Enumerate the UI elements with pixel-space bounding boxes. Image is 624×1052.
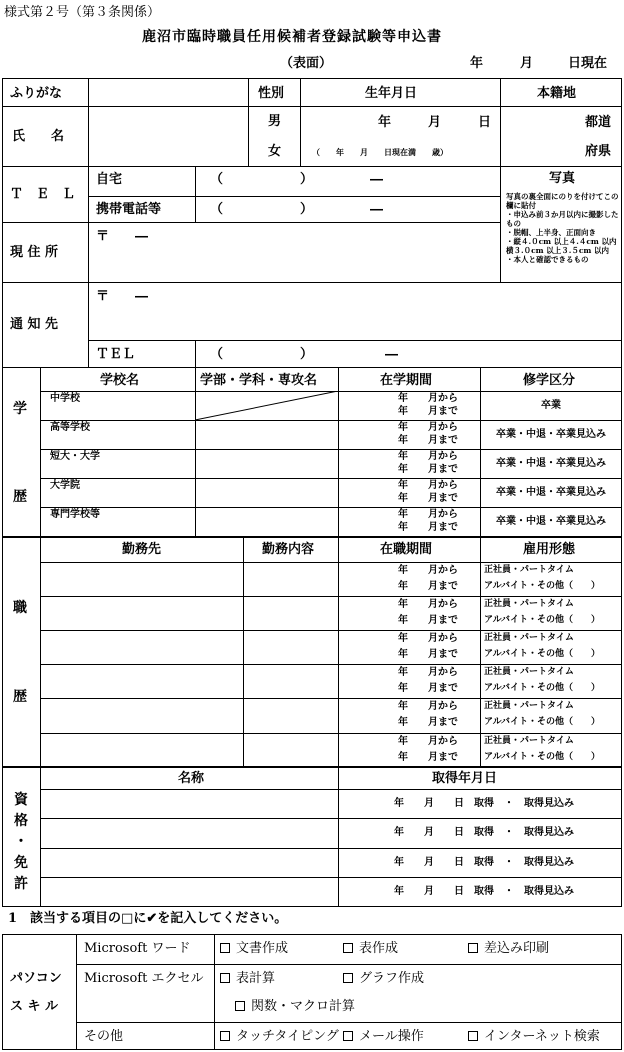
career-employment-line2[interactable]: アルバイト・その他（ ） — [484, 649, 601, 660]
birth-day: 日 — [478, 115, 492, 130]
career-label-2: 歴 — [13, 689, 27, 705]
qual-header-date: 取得年月日 — [432, 771, 498, 786]
photo-note: ・脱帽、上半身、正面向き — [506, 228, 596, 237]
photo-note: ・縦４.０cm 以上４.４cm 以内 横３.０cm 以上３.５cm 以内 — [506, 237, 617, 255]
career-period-from: 年 月から — [398, 735, 458, 747]
edu-header-school: 学校名 — [100, 373, 140, 388]
edu-period-to: 年 月まで — [398, 522, 458, 533]
qual-header-name: 名称 — [178, 771, 205, 786]
excel-item-label: グラフ作成 — [359, 971, 425, 986]
word-item[interactable] — [220, 942, 288, 955]
home-paren-open: （ — [210, 172, 224, 187]
career-employment-line2[interactable]: アルバイト・その他（ ） — [484, 683, 601, 694]
career-period-to: 年 月まで — [398, 751, 458, 763]
career-employment-line2[interactable]: アルバイト・その他（ ） — [484, 581, 601, 591]
gender-male[interactable]: 男 — [268, 114, 282, 129]
career-employment-line1[interactable]: 正社員・パートタイム — [484, 633, 574, 644]
career-row-divider — [40, 664, 622, 665]
qual-label-char: ・ — [14, 834, 28, 850]
edu-status-options[interactable]: 卒業 — [541, 400, 561, 411]
birth-year: 年 — [378, 115, 392, 130]
qual-label-char: 格 — [14, 813, 28, 829]
age-note: （ 年 月 日現在満 歳） — [312, 147, 448, 157]
career-employment-line1[interactable]: 正社員・パートタイム — [484, 735, 574, 746]
career-period-from: 年 月から — [398, 667, 458, 679]
form-number: 様式第２号（第３条関係） — [4, 5, 161, 20]
word-item-label: 差込み印刷 — [484, 941, 550, 956]
edu-period-from: 年 月から — [398, 451, 458, 462]
address-label: 現 住 所 — [10, 245, 59, 260]
word-item[interactable] — [468, 942, 549, 955]
mobile-label: 携帯電話等 — [96, 202, 162, 217]
edu-school-name: 短大・大学 — [50, 451, 100, 462]
other-item-label: インターネット検索 — [484, 1029, 600, 1044]
qual-date-status[interactable]: 年 月 日 取得 ・ 取得見込み — [394, 827, 574, 838]
excel-item[interactable] — [220, 972, 275, 985]
edu-school-name: 専門学校等 — [50, 509, 100, 520]
career-period-from: 年 月から — [398, 599, 458, 611]
skills-instruction: 1 該当する項目の□に✔を記入してください。 — [8, 911, 288, 926]
word-item-label: 文書作成 — [236, 941, 289, 956]
date-as-of: 日現在 — [568, 56, 608, 71]
photo-notes — [506, 192, 620, 264]
other-item[interactable] — [220, 1030, 339, 1043]
name-label: 氏 名 — [12, 129, 65, 144]
edu-period-to: 年 月まで — [398, 435, 458, 446]
career-period-from: 年 月から — [398, 701, 458, 713]
date-month: 月 — [520, 56, 534, 71]
photo-note: 写真の裏全面にのりを付けてこの欄に貼付 — [506, 192, 619, 210]
edu-status-options[interactable]: 卒業・中退・卒業見込み — [496, 487, 606, 498]
checkbox-icon[interactable] — [220, 973, 230, 983]
home-label: 自宅 — [96, 172, 123, 187]
career-period-from: 年 月から — [398, 565, 458, 576]
domicile-label: 本籍地 — [537, 86, 577, 101]
furigana-label: ふりがな — [10, 86, 63, 101]
career-row-divider — [40, 733, 622, 734]
date-year: 年 — [470, 56, 484, 71]
qual-date-status[interactable]: 年 月 日 取得 ・ 取得見込み — [394, 798, 574, 809]
edu-period-to: 年 月まで — [398, 493, 458, 504]
mobile-dash: ― — [370, 202, 383, 217]
edu-status-options[interactable]: 卒業・中退・卒業見込み — [496, 516, 606, 527]
mobile-paren-open: （ — [210, 202, 224, 217]
edu-status-options[interactable]: 卒業・中退・卒業見込み — [496, 429, 606, 440]
career-period-to: 年 月まで — [398, 581, 458, 592]
checkbox-icon[interactable] — [343, 943, 353, 953]
qual-date-status[interactable]: 年 月 日 取得 ・ 取得見込み — [394, 857, 574, 868]
edu-header-status: 修学区分 — [523, 373, 576, 388]
word-label: Microsoft ワード — [84, 941, 191, 956]
gender-female[interactable]: 女 — [268, 144, 282, 159]
excel-item[interactable] — [343, 972, 424, 985]
career-row-divider — [40, 630, 622, 631]
education-label-1: 学 — [13, 401, 27, 417]
career-employment-line2[interactable]: アルバイト・その他（ ） — [484, 717, 601, 728]
career-header-employment: 雇用形態 — [523, 542, 576, 557]
skills-label-1: パソコン — [10, 971, 62, 986]
gender-label: 性別 — [258, 86, 285, 101]
career-row-divider — [40, 698, 622, 699]
qual-label-char: 許 — [14, 876, 28, 892]
education-label-2: 歴 — [13, 489, 27, 505]
notify-label: 通 知 先 — [10, 317, 59, 332]
edu-period-from: 年 月から — [398, 509, 458, 520]
notify-paren-close: ） — [300, 347, 314, 362]
other-item-label: タッチタイピング — [236, 1029, 339, 1044]
qual-label-char: 免 — [14, 855, 28, 871]
qual-label-char: 資 — [14, 792, 28, 808]
career-period-to: 年 月まで — [398, 615, 458, 627]
checkbox-icon[interactable] — [343, 973, 353, 983]
photo-note: ・申込み前３か月以内に撮影したもの — [506, 210, 619, 228]
edu-period-from: 年 月から — [398, 480, 458, 491]
side-label: （表面） — [280, 56, 333, 71]
excel-item[interactable] — [235, 1000, 355, 1013]
other-item-label: メール操作 — [359, 1029, 424, 1044]
career-employment-line1[interactable]: 正社員・パートタイム — [484, 701, 574, 712]
other-item[interactable] — [343, 1030, 424, 1043]
checkbox-icon[interactable] — [220, 943, 230, 953]
address-postal[interactable]: 〒 ― — [96, 229, 149, 244]
career-employment-line1[interactable]: 正社員・パートタイム — [484, 599, 574, 610]
career-period-to: 年 月まで — [398, 683, 458, 695]
edu-period-from: 年 月から — [398, 393, 458, 404]
form-title: 鹿沼市臨時職員任用候補者登録試験等申込書 — [142, 29, 442, 45]
excel-item-label: 表計算 — [236, 971, 276, 986]
career-period-from: 年 月から — [398, 633, 458, 645]
career-row-divider — [40, 596, 622, 597]
career-header-period: 在職期間 — [380, 542, 433, 557]
checkbox-icon[interactable] — [468, 943, 478, 953]
career-employment-line2[interactable]: アルバイト・その他（ ） — [484, 615, 601, 626]
checkbox-icon[interactable] — [468, 1031, 478, 1041]
pref-fu-ken: 府県 — [585, 144, 612, 159]
home-dash: ― — [370, 172, 383, 187]
edu-school-name: 中学校 — [50, 393, 80, 404]
photo-title: 写真 — [549, 171, 576, 186]
mobile-paren-close: ） — [300, 202, 314, 217]
career-employment-line1[interactable]: 正社員・パートタイム — [484, 667, 574, 678]
edu-school-name: 大学院 — [50, 480, 80, 491]
career-employment-line1[interactable]: 正社員・パートタイム — [484, 565, 574, 575]
edu-header-dept: 学部・学科・専攻名 — [200, 373, 318, 388]
qualification-label — [2, 790, 40, 895]
skills-label-2: ス キ ル — [10, 999, 59, 1014]
edu-header-period: 在学期間 — [380, 373, 433, 388]
career-header-duties: 勤務内容 — [262, 542, 315, 557]
junior-high-dept-slash — [195, 391, 338, 420]
notify-paren-open: （ — [210, 347, 224, 362]
checkbox-icon[interactable] — [343, 1031, 353, 1041]
birth-month: 月 — [428, 115, 442, 130]
edu-school-name: 高等学校 — [50, 422, 90, 433]
word-item[interactable] — [343, 942, 398, 955]
excel-item-label: 関数・マクロ計算 — [251, 999, 356, 1014]
checkbox-icon[interactable] — [220, 1031, 230, 1041]
qual-date-status[interactable]: 年 月 日 取得 ・ 取得見込み — [394, 886, 574, 897]
career-period-to: 年 月まで — [398, 717, 458, 729]
notify-postal[interactable]: 〒 ― — [96, 289, 149, 304]
excel-label: Microsoft エクセル — [84, 971, 204, 986]
tel-label: Ｔ Ｅ Ｌ — [10, 187, 76, 202]
checkbox-icon[interactable] — [235, 1001, 245, 1011]
home-paren-close: ） — [300, 172, 314, 187]
pref-to-do: 都道 — [585, 115, 612, 130]
birth-label: 生年月日 — [365, 86, 418, 101]
career-header-workplace: 勤務先 — [122, 542, 162, 557]
notify-tel-label: ＴＥＬ — [96, 347, 136, 362]
edu-period-from: 年 月から — [398, 422, 458, 433]
career-period-to: 年 月まで — [398, 649, 458, 661]
other-label: その他 — [84, 1029, 124, 1044]
other-item[interactable] — [468, 1030, 600, 1043]
career-employment-line2[interactable]: アルバイト・その他（ ） — [484, 751, 601, 762]
edu-period-to: 年 月まで — [398, 406, 458, 417]
photo-note: ・本人と確認できるもの — [506, 255, 589, 264]
edu-period-to: 年 月まで — [398, 464, 458, 475]
career-label-1: 職 — [13, 600, 27, 616]
notify-dash: ― — [385, 347, 398, 362]
edu-status-options[interactable]: 卒業・中退・卒業見込み — [496, 458, 606, 469]
word-item-label: 表作成 — [359, 941, 399, 956]
